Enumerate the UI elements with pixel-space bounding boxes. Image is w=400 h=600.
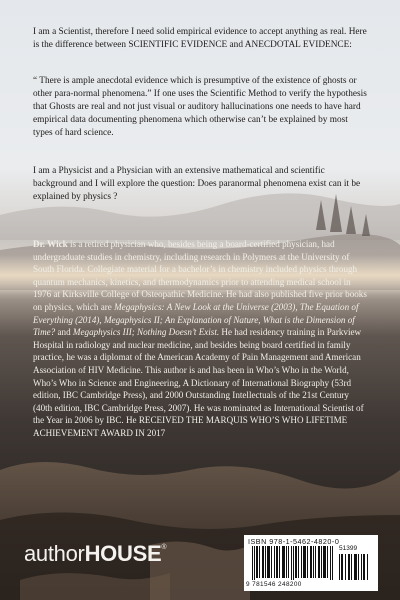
barcode-digits: 9 781546 248200 [246, 581, 302, 588]
logo-house: HOUSE [84, 541, 162, 566]
bio-text-1: is a retired physician who, besides being a board-certified physician, had undergraduate studies in chemistry, including research in Polymers at the University of South Florida. Collegiate material for a bachelor’s in chemistry included physics through quantum mechanics, kinetics, and thermodynamics prior to attending medical school in 1976 at Kirksville College of Osteopathic Medicine. He had also published five prior books on physics, which are [33, 239, 367, 312]
logo-author: author [24, 541, 85, 566]
isbn-label: ISBN 978-1-5462-4820-0 [248, 537, 340, 546]
publisher-logo [24, 541, 166, 567]
bio-books-2: Megaphysics III; Nothing Doesn’t Exist. [72, 327, 220, 338]
barcode-icon [252, 546, 336, 580]
price-barcode-icon [339, 554, 369, 580]
barcode-box [244, 535, 378, 591]
question-paragraph: I am a Physicist and a Physician with an extensive mathematical and scientific background and I will explore the question: Does paranormal phenomena exist can it be explained by physics ? [33, 166, 361, 202]
author-name: Dr. Wick [33, 239, 68, 249]
bio-books-1: Megaphysics: A New Look at the Universe (2003), The Equation of Everything (2014), Megaphysics II; An Explanation of Nature, What is the Dimension of Time? [33, 301, 359, 338]
intro-paragraph: I am a Scientist, therefore I need solid empirical evidence to accept anything as real. Here is the difference between SCIENTIFIC EVIDENCE and ANECDOTAL EVIDENCE: [33, 27, 367, 50]
logo-registered: ® [161, 544, 167, 551]
price-code: 51399 [339, 545, 358, 552]
author-bio [33, 238, 367, 440]
quote-paragraph: “ There is ample anecdotal evidence which is presumptive of the existence of ghosts or other para-normal phenomena.” If one uses the Scientific Method to verify the hypothesis that Ghosts are real and not just visual or auditory hallucinations one needs to have hard empirical data documenting phenomena which otherwise can’t be explained by most types of hard science. [33, 76, 367, 138]
bio-text-2: and [55, 327, 73, 338]
bio-text-3: He had residency training in Parkview Hospital in radiology and nuclear medicine, and besides being board certified in family practice, he was a diplomat of the American Academy of Pain Management and American Association of HIV Medicine. This author is and has been in Who’s Who in the World, Who’s Who in Science and Engineering, A Dictionary of International Biography (53rd edition, IBC Cambridge Press), and 2000 Outstanding Intellectuals of the 21st Century (40th edition, IBC Cambridge Press, 2007). He was nominated as International Scientist of the Year in 2006 by IBC. He RECEIVED THE MARQUIS WHO’S WHO LIFETIME ACHIEVEMENT AWARD IN 2017 [33, 327, 364, 438]
